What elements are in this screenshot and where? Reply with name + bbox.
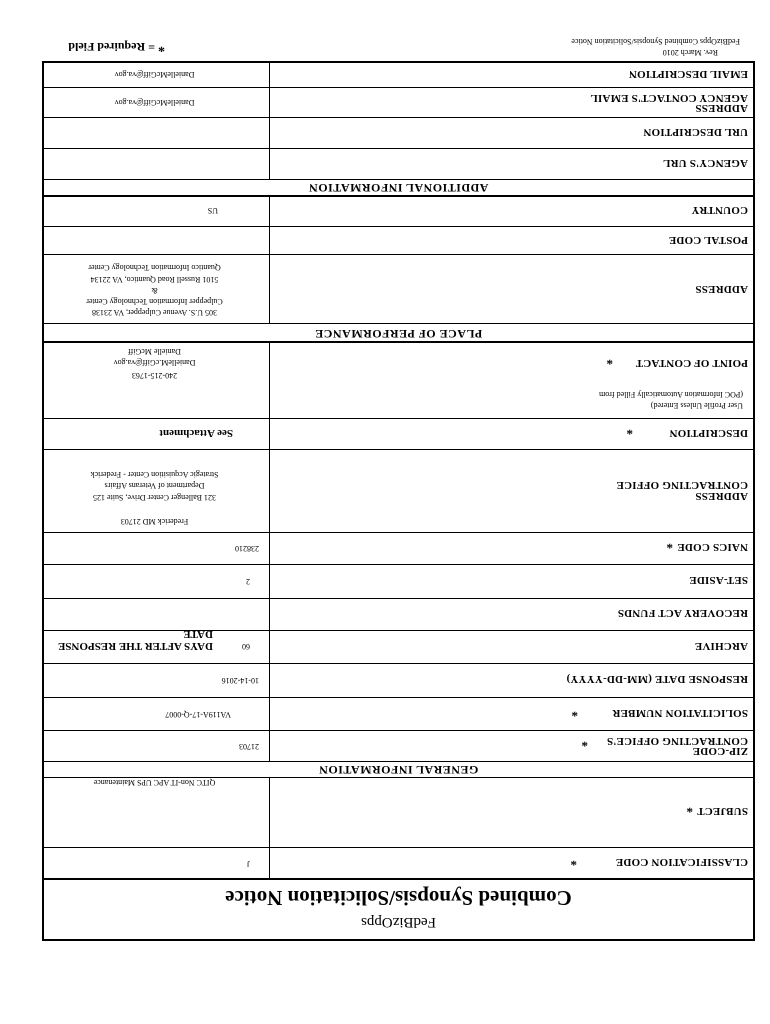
archive-suffix-label: DAYS AFTER THE RESPONSE DATE: [58, 628, 213, 652]
required-field-legend: [68, 38, 165, 54]
place-address-row: [44, 254, 753, 323]
office-address-line4[interactable]: Frederick MD 21703: [120, 517, 189, 526]
required-marker: *: [158, 39, 165, 54]
place-address-line1[interactable]: Quantico Information Technology Center: [88, 263, 221, 272]
solicitation-number-value[interactable]: VA119A-17-Q-0007: [165, 710, 231, 719]
set-aside-label: SET-ASIDE: [689, 574, 748, 586]
office-address-line3[interactable]: 321 Ballenger Center Drive, Suite 125: [92, 493, 217, 502]
country-value[interactable]: US: [207, 206, 218, 215]
archive-days-value[interactable]: 60: [242, 642, 250, 651]
set-aside-value[interactable]: 2: [246, 577, 250, 586]
agency-email-label-line1: AGENCY CONTACT'S EMAIL: [590, 92, 748, 104]
zip-code-value[interactable]: 21703: [239, 742, 259, 751]
subject-label: SUBJECT: [697, 805, 748, 817]
required-star: *: [581, 735, 588, 750]
classification-code-value[interactable]: J: [246, 859, 250, 868]
archive-row: [44, 630, 753, 663]
agency-email-label-line2: ADDRESS: [695, 102, 748, 114]
solicitation-number-label: SOLICITATION NUMBER: [612, 707, 748, 719]
recovery-act-label: RECOVERY ACT FUNDS: [617, 607, 748, 619]
postal-code-label: POSTAL CODE: [668, 234, 748, 246]
classification-code-row: [44, 847, 753, 878]
place-address-line4[interactable]: Culpepper Information Technology Center: [86, 297, 223, 306]
postal-code-row: [44, 226, 753, 254]
required-star: *: [571, 705, 578, 720]
additional-information-header: ADDITIONAL INFORMATION: [44, 179, 753, 195]
solicitation-number-row: [44, 697, 753, 730]
response-date-value[interactable]: 10-14-2016: [221, 676, 259, 685]
required-star: *: [666, 537, 673, 552]
zip-code-label-line2: ZIP-CODE: [692, 745, 748, 757]
archive-label: ARCHIVE: [694, 640, 748, 652]
office-address-label-line2: ADDRESS: [695, 490, 748, 502]
form-subtitle: FedBizOpps: [361, 914, 436, 930]
poc-phone[interactable]: 240-215-1763: [131, 371, 178, 380]
email-description-label: EMAIL DESCRIPTION: [628, 68, 748, 80]
notice-form: [42, 61, 755, 941]
zip-code-row: [44, 730, 753, 761]
agency-email-row: [44, 87, 753, 117]
place-address-line5[interactable]: 305 U.S. Avenue Culpepper, VA 23138: [92, 308, 218, 317]
naics-code-row: [44, 532, 753, 564]
country-label: COUNTRY: [691, 204, 748, 216]
agency-email-value[interactable]: DanielleMcGiff@va.gov: [114, 98, 195, 107]
office-address-label-line1: CONTRACTING OFFICE: [616, 479, 748, 491]
agency-url-row: [44, 148, 753, 179]
naics-code-value[interactable]: 238210: [235, 544, 259, 553]
recovery-act-row: [44, 598, 753, 630]
description-value[interactable]: See Attachment: [159, 427, 233, 439]
email-description-value[interactable]: DanielleMcGiff@va.gov: [114, 70, 195, 79]
office-address-line1[interactable]: Strategic Acquisition Center - Frederick: [90, 470, 219, 479]
form-title: Combined Synopsis/Solicitation Notice: [225, 886, 572, 910]
required-star: *: [626, 423, 633, 438]
poc-note-line1: (POC Information Automatically Filled from: [599, 390, 743, 399]
required-field-text: = Required Field: [68, 40, 155, 54]
naics-code-label: NAICS CODE: [677, 541, 748, 553]
poc-label: POINT OF CONTACT: [635, 357, 748, 369]
poc-name[interactable]: Danielle McGiff: [128, 347, 181, 356]
required-star: *: [606, 353, 613, 368]
email-description-row: [44, 63, 753, 87]
place-address-label: ADDRESS: [695, 283, 748, 295]
url-description-label: URL DESCRIPTION: [643, 126, 748, 138]
subject-value[interactable]: QITC Non-IT APC UPS Maintenance: [93, 778, 216, 787]
form-header: [44, 878, 753, 939]
url-description-row: [44, 117, 753, 148]
place-address-line2[interactable]: 5101 Russell Road Quantico, VA 22134: [90, 275, 219, 284]
subject-row: [44, 777, 753, 847]
form-revision: Rev. March 2010: [662, 48, 718, 57]
response-date-row: [44, 663, 753, 697]
point-of-contact-row: [44, 341, 753, 418]
agency-url-label: AGENCY'S URL: [662, 157, 748, 169]
general-information-header: GENERAL INFORMATION: [44, 761, 753, 777]
required-star: *: [570, 854, 577, 869]
country-row: [44, 195, 753, 226]
office-address-line2[interactable]: Department of Veterans Affairs: [104, 481, 205, 490]
description-label: DESCRIPTION: [669, 427, 748, 439]
required-star: *: [686, 801, 693, 816]
form-name: FedBizOpps Combined Synopsis/Solicitation Notice: [571, 37, 740, 46]
poc-email[interactable]: DanielleM.cGiff@va.gov: [113, 358, 196, 367]
place-of-performance-header: PLACE OF PERFORMANCE: [44, 323, 753, 341]
classification-code-label: CLASSIFICATION CODE: [615, 856, 748, 868]
description-row: [44, 418, 753, 449]
place-address-line3[interactable]: &: [151, 286, 158, 295]
contracting-office-address-row: [44, 449, 753, 532]
response-date-label: RESPONSE DATE (MM-DD-YYYY): [566, 673, 748, 685]
poc-note-line2: User Profile Unless Entered): [650, 401, 743, 410]
set-aside-row: [44, 564, 753, 598]
zip-code-label-line1: CONTRACTING OFFICE'S: [606, 735, 748, 747]
